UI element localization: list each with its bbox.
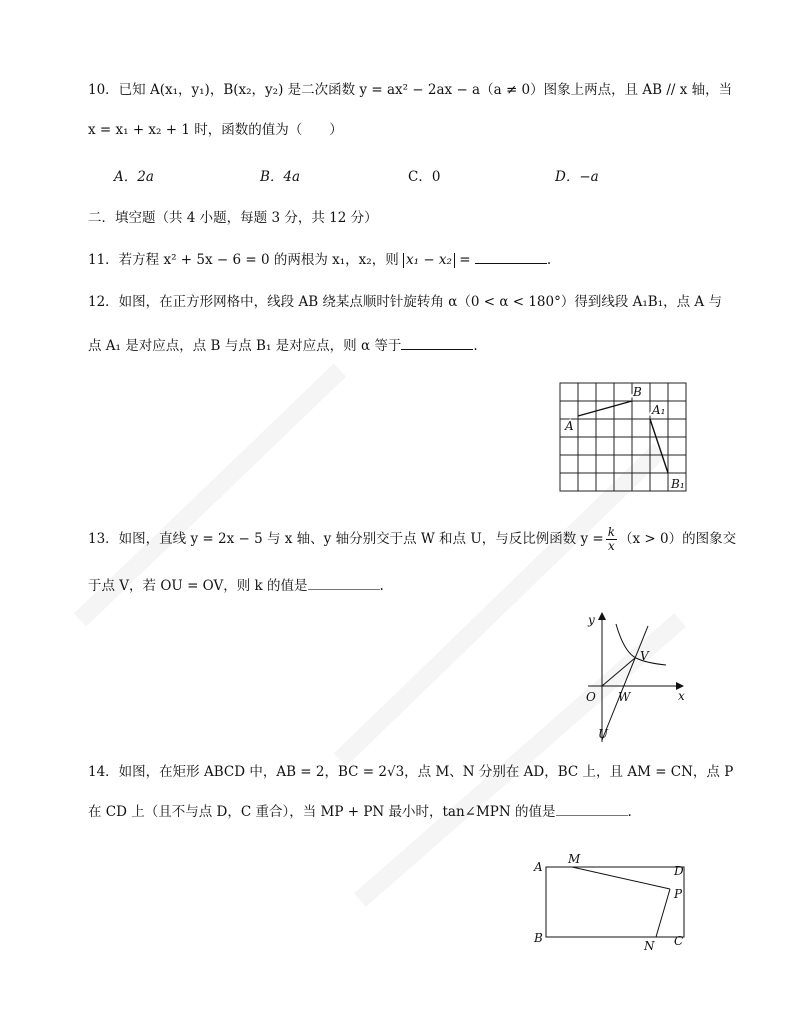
question-13-text-tail: （x > 0）的图象交 — [619, 531, 737, 547]
option-c: C．0 — [408, 169, 441, 185]
question-13-line-1 — [88, 526, 736, 553]
option-b: B．4a — [260, 169, 301, 185]
fraction-k-over-x — [606, 526, 617, 553]
question-11-equals: = — [454, 252, 475, 268]
label-m: M — [568, 852, 581, 866]
question-14-line-2-text: 在 CD 上（且不与点 D，C 重合），当 MP + PN 最小时，tan∠MPN 的值是 — [88, 804, 556, 820]
question-13-graph-figure — [580, 610, 690, 745]
label-v: V — [640, 649, 649, 663]
label-d: D — [674, 864, 684, 878]
label-a: A — [565, 419, 574, 433]
question-10-line-2: x = x₁ + x₂ + 1 时，函数的值为（ ） — [88, 122, 343, 138]
question-14-line-1: 14．如图，在矩形 ABCD 中，AB = 2，BC = 2√3，点 M、N 分别在 AD，BC 上，且 AM = CN，点 P — [88, 764, 734, 780]
question-12-answer-blank[interactable] — [401, 337, 473, 350]
question-13-answer-blank[interactable] — [308, 577, 380, 590]
label-n: N — [644, 939, 655, 953]
question-12-end: . — [473, 338, 478, 354]
question-12-line-2-text: 点 A₁ 是对应点，点 B 与点 B₁ 是对应点，则 α 等于 — [88, 338, 402, 354]
section-2-heading: 二．填空题（共 4 小题，每题 3 分，共 12 分） — [88, 210, 378, 226]
question-14-line-2 — [88, 802, 632, 822]
label-b: B — [534, 931, 543, 945]
question-11-answer-blank[interactable] — [475, 251, 547, 264]
question-14-answer-blank[interactable] — [556, 803, 628, 816]
label-b1: B₁ — [671, 477, 685, 491]
line-uv — [602, 626, 648, 740]
fraction-numerator: k — [607, 525, 616, 539]
segment-mp — [572, 867, 670, 889]
question-10-line-1: 10．已知 A(x₁，y₁)，B(x₂，y₂) 是二次函数 y = ax² − 2ax − a（a ≠ 0）图象上两点，且 AB // x 轴，当 — [88, 82, 733, 98]
label-p: P — [674, 887, 683, 901]
question-12-line-2 — [88, 336, 478, 356]
question-12-grid-figure — [555, 380, 695, 495]
label-a1: A₁ — [652, 403, 666, 417]
segment-pn — [656, 889, 670, 937]
question-11-end: . — [546, 252, 552, 268]
segment-ab — [578, 401, 632, 416]
question-12-line-1: 12．如图，在正方形网格中，线段 AB 绕某点顺时针旋转角 α（0 < α < 180°）得到线段 A₁B₁，点 A 与 — [88, 294, 722, 310]
option-a: A．2a — [114, 169, 154, 185]
label-u: U — [598, 727, 609, 741]
question-13-line-2-text: 于点 V，若 OU = OV，则 k 的值是 — [88, 578, 308, 594]
question-13-line-2 — [88, 576, 384, 596]
question-11-abs: x₁ − x₂ — [403, 253, 455, 268]
option-d: D．−a — [555, 169, 599, 185]
label-w: W — [618, 690, 631, 704]
question-11-text: 11．若方程 x² + 5x − 6 = 0 的两根为 x₁，x₂，则 — [88, 252, 399, 268]
question-11 — [88, 250, 551, 270]
segment-ov — [602, 658, 635, 686]
segment-a1b1 — [650, 419, 668, 473]
fraction-denominator: x — [607, 539, 615, 553]
question-14-rectangle-figure — [532, 852, 692, 952]
rectangle-abcd — [546, 867, 684, 937]
question-14-end: . — [627, 804, 632, 820]
question-13-text: 13．如图，直线 y = 2x − 5 与 x 轴、y 轴分别交于点 W 和点 U，与反比例函数 y = — [88, 531, 604, 547]
label-y: y — [588, 613, 595, 627]
label-c: C — [674, 934, 684, 948]
question-13-end: . — [379, 578, 384, 594]
label-x: x — [678, 689, 685, 703]
label-a: A — [534, 860, 543, 874]
label-o: O — [586, 690, 596, 704]
label-b: B — [633, 385, 642, 399]
